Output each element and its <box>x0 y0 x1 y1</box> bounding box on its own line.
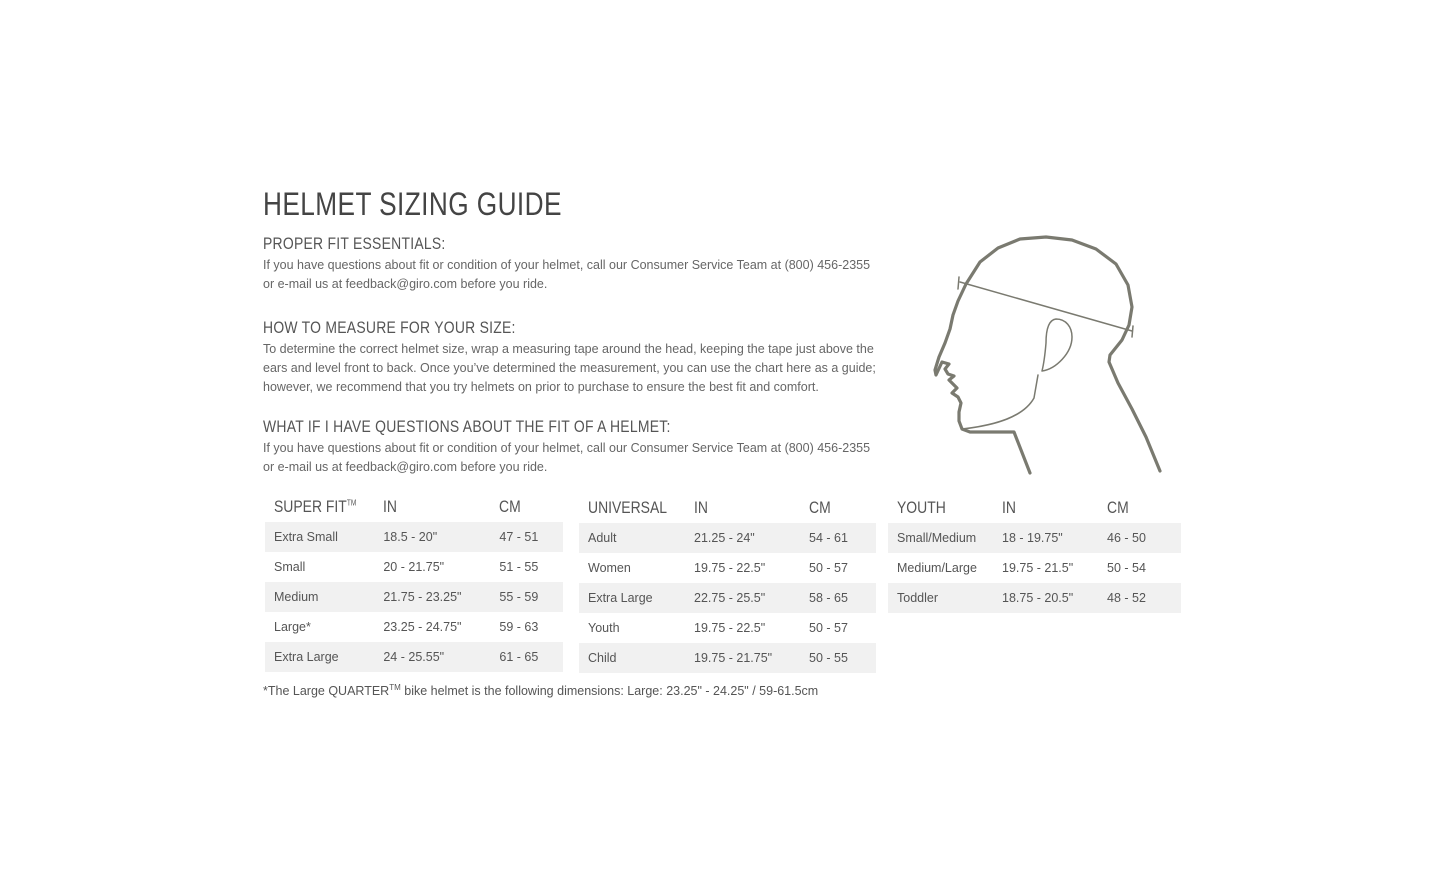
section-heading: PROPER FIT ESSENTIALS: <box>263 234 446 253</box>
table-row <box>579 643 876 673</box>
cm-cell: 48 - 52 <box>1098 583 1181 613</box>
cm-cell: 59 - 63 <box>499 620 539 634</box>
section-body: If you have questions about fit or condition of your helmet, call our Consumer Service Team at (800) 456-2355 or e-mail us at feedback@giro.com before you ride. <box>263 258 871 291</box>
size-cell: Youth <box>588 621 620 635</box>
jaw-line <box>962 375 1038 429</box>
cm-cell: 58 - 65 <box>800 583 876 613</box>
proper-fit-section <box>263 234 878 294</box>
in-cell: 22.75 - 25.5" <box>685 583 800 613</box>
youth-size-table <box>888 493 1181 613</box>
tape-end-left <box>958 277 959 289</box>
head-measurement-icon <box>928 233 1168 478</box>
table-row <box>265 552 563 582</box>
cm-cell: 54 - 61 <box>800 523 876 553</box>
table-row <box>888 553 1181 583</box>
cm-cell: 47 - 51 <box>490 522 563 552</box>
cm-cell: 55 - 59 <box>490 582 563 612</box>
size-cell: Small <box>274 560 306 574</box>
table-row <box>265 612 563 642</box>
size-cell: Medium/Large <box>897 561 977 575</box>
cm-cell: 50 - 55 <box>800 643 876 673</box>
cm-cell: 50 - 57 <box>809 621 848 635</box>
head-outline <box>935 237 1160 473</box>
in-cell: 24 - 25.55" <box>374 642 490 672</box>
size-cell: Medium <box>265 582 374 612</box>
table-row <box>579 583 876 613</box>
table-row <box>579 523 876 553</box>
in-cell: 19.75 - 21.75" <box>685 643 800 673</box>
size-cell: Small/Medium <box>888 523 993 553</box>
column-header-in: IN <box>1002 498 1016 517</box>
table-row <box>265 642 563 672</box>
column-header-size: UNIVERSAL <box>588 498 668 517</box>
cm-cell: 46 - 50 <box>1098 523 1181 553</box>
column-header-size: SUPER FIT™ <box>274 497 357 516</box>
in-cell: 21.25 - 24" <box>685 523 800 553</box>
table-row <box>888 523 1181 553</box>
in-cell: 18 - 19.75" <box>993 523 1098 553</box>
super-fit-size-table <box>265 492 563 672</box>
table-row <box>579 613 876 643</box>
size-cell: Child <box>579 643 685 673</box>
in-cell: 21.75 - 23.25" <box>374 582 490 612</box>
in-cell: 18.75 - 20.5" <box>993 583 1098 613</box>
section-body: If you have questions about fit or condition of your helmet, call our Consumer Service Team at (800) 456-2355 or e-mail us at feedback@giro.com before you ride. <box>263 441 871 474</box>
in-cell: 18.5 - 20" <box>374 522 490 552</box>
measuring-tape-line <box>960 282 1132 331</box>
in-cell: 19.75 - 22.5" <box>694 561 766 575</box>
column-header-cm: CM <box>499 497 522 516</box>
section-body: To determine the correct helmet size, wrap a measuring tape around the head, keeping the tape just above the ears and level front to back. Once you’ve determined the measurement, you can use the chart here as a guide; however, we recommend that you try helmets on prior to purchase to ensure the best fit and comfort. <box>263 342 876 394</box>
table-header <box>265 492 563 522</box>
size-cell: Women <box>588 561 631 575</box>
page-title: HELMET SIZING GUIDE <box>263 186 562 222</box>
cm-cell: 61 - 65 <box>490 642 563 672</box>
tape-end-right <box>1132 326 1133 337</box>
table-header <box>888 493 1181 523</box>
section-heading: HOW TO MEASURE FOR YOUR SIZE: <box>263 318 516 337</box>
size-cell: Extra Large <box>579 583 685 613</box>
cm-cell: 50 - 57 <box>809 561 848 575</box>
table-row <box>265 582 563 612</box>
cm-cell: 50 - 54 <box>1107 561 1146 575</box>
ear-outline <box>1042 319 1072 371</box>
table-row <box>888 583 1181 613</box>
universal-size-table <box>579 493 876 673</box>
size-cell: Large* <box>274 620 311 634</box>
table-row <box>579 553 876 583</box>
section-heading: WHAT IF I HAVE QUESTIONS ABOUT THE FIT OF A HELMET: <box>263 417 671 436</box>
how-to-measure-section <box>263 318 878 397</box>
footnote: *The Large QUARTER™ bike helmet is the following dimensions: Large: 23.25" - 24.25" / 59-61.5cm <box>263 683 819 699</box>
column-header-in: IN <box>694 498 708 517</box>
in-cell: 19.75 - 21.5" <box>1002 561 1074 575</box>
cm-cell: 51 - 55 <box>499 560 539 574</box>
column-header-in: IN <box>383 497 398 516</box>
size-cell: Extra Large <box>265 642 374 672</box>
column-header-size: YOUTH <box>897 498 946 517</box>
column-header-cm: CM <box>1107 498 1129 517</box>
size-cell: Extra Small <box>265 522 374 552</box>
fit-questions-section <box>263 417 878 477</box>
size-cell: Toddler <box>888 583 993 613</box>
size-cell: Adult <box>579 523 685 553</box>
column-header-cm: CM <box>809 498 831 517</box>
table-row <box>265 522 563 552</box>
in-cell: 23.25 - 24.75" <box>383 620 462 634</box>
in-cell: 19.75 - 22.5" <box>694 621 766 635</box>
table-header <box>579 493 876 523</box>
in-cell: 20 - 21.75" <box>383 560 445 574</box>
